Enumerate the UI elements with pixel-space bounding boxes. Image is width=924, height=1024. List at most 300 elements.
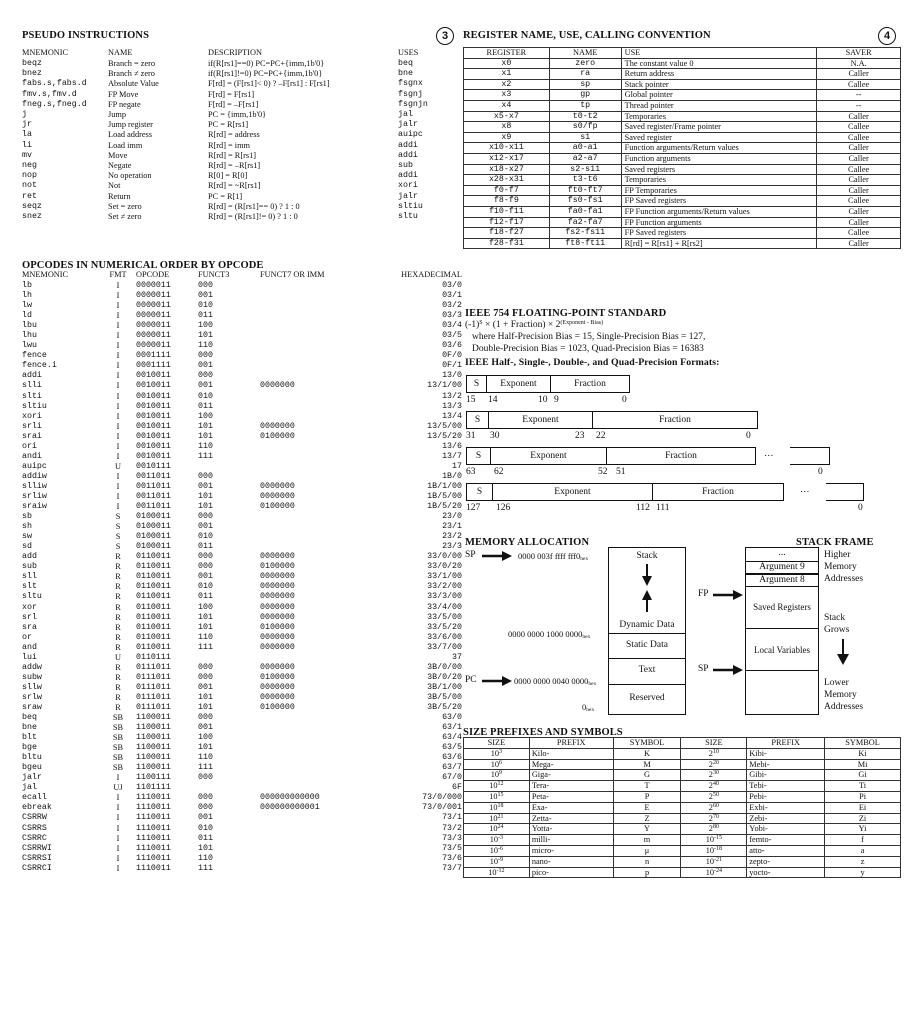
opcode-mnemonic: add <box>22 552 37 562</box>
bit-label: 112 <box>636 503 650 513</box>
heap-up-arrow-icon <box>641 590 653 612</box>
size-col-header: SIZE <box>464 738 530 749</box>
opcode-funct7 <box>260 361 346 371</box>
register-name: t3-t6 <box>549 175 621 186</box>
opcode-value: 0010011 <box>136 431 171 441</box>
pseudo-mnemonic: snez <box>22 212 42 222</box>
opcode-value: 0111011 <box>136 672 171 682</box>
opcode-funct7: 0100000 <box>260 622 295 632</box>
opcode-value: 1101111 <box>136 783 171 793</box>
frame-ellipsis: ... <box>778 548 786 558</box>
opcode-mnemonic: slt <box>22 582 37 592</box>
opcode-funct3: 111 <box>198 642 213 652</box>
opcode-fmt: S <box>115 512 121 522</box>
opcode-hex: 1B/1/00 <box>427 481 462 491</box>
table-row <box>464 175 901 186</box>
opcode-funct7 <box>260 442 346 452</box>
table-row <box>464 748 901 759</box>
opcode-mnemonic: bge <box>22 743 37 753</box>
size-prefix: Exa- <box>529 802 613 813</box>
bit-label: 0 <box>746 431 751 441</box>
opcode-fmt: R <box>115 672 121 682</box>
table-row <box>22 834 462 844</box>
opcode-funct7 <box>260 542 346 552</box>
opcode-funct3: 110 <box>198 341 213 351</box>
opcode-fmt: I <box>116 823 120 833</box>
opcode-funct7 <box>260 291 346 301</box>
table-row <box>22 773 462 783</box>
pseudo-uses: jalr <box>398 120 418 130</box>
register-id: x18-x27 <box>464 164 550 175</box>
opcode-funct3: 101 <box>198 743 213 753</box>
register-id: f18-f27 <box>464 228 550 239</box>
table-row <box>22 502 462 512</box>
register-saver: Callee <box>817 228 901 239</box>
opcode-funct7: 0100000 <box>260 672 295 682</box>
table-row <box>464 813 901 824</box>
opcode-hex: 37 <box>452 652 462 662</box>
pseudo-name: Branch ≠ zero <box>108 69 155 79</box>
table-row <box>22 763 462 773</box>
opcode-funct3: 001 <box>198 522 213 532</box>
size-exponent: 80 <box>712 824 719 831</box>
table-row <box>22 432 462 442</box>
opcode-funct3: 111 <box>198 863 213 873</box>
opcode-funct7 <box>260 773 346 783</box>
opcode-fmt: U <box>115 461 121 471</box>
opcode-fmt: S <box>115 522 121 532</box>
frame-sp-label: SP <box>698 664 709 674</box>
register-id: x2 <box>464 79 550 90</box>
size-symbol: M <box>613 759 681 770</box>
table-row <box>22 552 462 562</box>
table-row <box>22 783 462 793</box>
register-saver: Callee <box>817 164 901 175</box>
opcode-fmt: R <box>115 612 121 622</box>
pseudo-col-header: USES <box>398 47 419 57</box>
size-prefix: yocto- <box>747 867 825 878</box>
opcode-value: 1100011 <box>136 723 171 733</box>
opcode-hex: 33/0/20 <box>427 562 462 572</box>
continuation-ellipsis: … <box>800 485 810 495</box>
pseudo-uses: sub <box>398 161 413 171</box>
pseudo-uses: jal <box>398 110 413 120</box>
pseudo-header-row <box>22 47 454 59</box>
table-row <box>464 228 901 239</box>
opcode-hex: 63/6 <box>442 753 462 763</box>
opcode-value: 1100011 <box>136 743 171 753</box>
opcode-mnemonic: addi <box>22 371 42 381</box>
size-symbol: m <box>613 835 681 846</box>
opcode-fmt: I <box>116 381 120 391</box>
opcode-fmt: I <box>116 773 120 783</box>
table-row <box>22 301 462 311</box>
opcode-value: 0011011 <box>136 481 171 491</box>
opcode-funct7: 0000000 <box>260 592 295 602</box>
quad-fraction-tail <box>826 483 864 501</box>
table-row <box>22 130 454 140</box>
opcode-hex: 0F/0 <box>442 351 462 361</box>
pseudo-description: R[rd] = address <box>208 130 260 140</box>
opcode-funct7 <box>260 462 346 472</box>
opcode-value: 0010011 <box>136 451 171 461</box>
half-precision-format <box>466 375 630 393</box>
opcode-fmt: I <box>116 441 120 451</box>
opcode-mnemonic: blt <box>22 733 37 743</box>
size-decimal <box>464 867 530 878</box>
opcode-funct7: 0000000 <box>260 692 295 702</box>
size-exponent: -15 <box>714 835 723 842</box>
size-exponent: 6 <box>499 759 503 766</box>
table-row <box>22 703 462 713</box>
opcode-hex: 03/0 <box>442 281 462 290</box>
opcode-mnemonic: sltiu <box>22 401 47 411</box>
size-binary <box>681 845 747 856</box>
opcode-fmt: I <box>116 341 120 351</box>
pseudo-description: R[0] = R[0] <box>208 171 248 181</box>
pseudo-instructions-table <box>22 47 454 222</box>
opcode-fmt: R <box>115 682 121 692</box>
opcode-mnemonic: ecall <box>22 793 47 803</box>
size-exponent: 20 <box>712 759 719 766</box>
register-use: Stack pointer <box>621 79 817 90</box>
size-base: 10 <box>705 845 715 855</box>
opcode-fmt: R <box>115 632 121 642</box>
opcodes-title: OPCODES IN NUMERICAL ORDER BY OPCODE <box>22 260 264 271</box>
opcode-hex: 17 <box>452 461 462 471</box>
opcode-funct3: 101 <box>198 843 213 853</box>
opcode-funct7: 0000000 <box>260 602 295 612</box>
size-prefix: Yobi- <box>747 824 825 835</box>
opcode-mnemonic: CSRRWI <box>22 843 52 853</box>
opcode-value: 0010011 <box>136 401 171 411</box>
opcode-hex: 33/0/00 <box>427 552 462 562</box>
opcode-fmt: R <box>115 592 121 602</box>
opcode-fmt: R <box>115 622 121 632</box>
opcode-hex: 23/0 <box>442 512 462 522</box>
pseudo-name: Jump <box>108 110 126 120</box>
exponent-field: Exponent <box>493 484 653 500</box>
opcodes-table <box>22 270 462 874</box>
opcode-fmt: I <box>116 301 120 311</box>
opcode-funct7 <box>260 854 346 864</box>
opcode-mnemonic: beq <box>22 713 37 723</box>
opcode-funct3: 010 <box>198 582 213 592</box>
size-col-header: SYMBOL <box>613 738 681 749</box>
opcode-funct3: 110 <box>198 441 213 451</box>
opcode-hex: 13/2 <box>442 391 462 401</box>
table-row <box>22 79 454 89</box>
opcode-funct7: 0000000 <box>260 572 295 582</box>
opcode-funct7 <box>260 813 346 823</box>
dynamic-data-segment: Dynamic Data <box>619 620 675 630</box>
table-row <box>22 482 462 492</box>
table-row <box>22 452 462 462</box>
opcode-col-header: FUNCT7 OR IMM <box>260 270 325 280</box>
opcode-mnemonic: sltu <box>22 592 42 602</box>
size-exponent: -21 <box>714 856 723 863</box>
register-id: f12-f17 <box>464 217 550 228</box>
sign-field: S <box>467 412 489 428</box>
pseudo-description: R[rd] = R[rs1] <box>208 150 256 160</box>
pseudo-name: Negate <box>108 161 132 171</box>
opcode-fmt: I <box>116 411 120 421</box>
table-row <box>22 582 462 592</box>
opcode-hex: 3B/5/00 <box>427 692 462 702</box>
opcode-mnemonic: sh <box>22 522 32 532</box>
opcode-value: 0110011 <box>136 612 171 622</box>
table-row <box>22 69 454 79</box>
register-id: x1 <box>464 69 550 80</box>
ieee-bias-line-1: where Half-Precision Bias = 15, Single-Precision Bias = 127, <box>472 332 706 342</box>
register-name: sp <box>549 79 621 90</box>
zero-address: $0_{hex}$ <box>582 702 595 713</box>
local-variables-label: Local Variables <box>753 645 811 655</box>
opcode-funct3: 010 <box>198 391 213 401</box>
pseudo-name: FP Move <box>108 89 139 99</box>
opcode-funct3: 011 <box>198 592 213 602</box>
opcode-mnemonic: lb <box>22 281 32 290</box>
pseudo-mnemonic: not <box>22 181 37 191</box>
pseudo-mnemonic: bnez <box>22 69 42 79</box>
opcode-funct7 <box>260 824 346 834</box>
table-row <box>22 542 462 552</box>
opcode-fmt: I <box>116 803 120 813</box>
table-row <box>22 603 462 613</box>
size-exponent: 12 <box>497 781 504 788</box>
pseudo-description: R[rd] = (R[rs1]== 0) ? 1 : 0 <box>208 201 300 211</box>
size-prefix: Mebi- <box>747 759 825 770</box>
register-use: Thread pointer <box>621 100 817 111</box>
fraction-field: Fraction <box>702 487 734 497</box>
pseudo-description: PC = R[1] <box>208 191 243 201</box>
pseudo-description: PC = {imm,1b'0} <box>208 110 267 120</box>
opcode-hex: 73/0/001 <box>422 803 462 813</box>
stack-grows-down-arrow-icon <box>836 639 850 665</box>
opcode-mnemonic: sraw <box>22 702 42 712</box>
opcode-funct7 <box>260 351 346 361</box>
opcode-funct3: 110 <box>198 853 213 863</box>
opcode-value: 1110011 <box>136 793 171 803</box>
table-row <box>22 743 462 753</box>
opcode-funct7 <box>260 301 346 311</box>
higher-memory-label-2: Memory <box>824 562 857 572</box>
opcode-funct3: 100 <box>198 602 213 612</box>
table-row <box>464 770 901 781</box>
opcode-funct3: 001 <box>198 381 213 391</box>
opcode-funct3: 000 <box>198 793 213 803</box>
size-prefix: micro- <box>529 845 613 856</box>
size-prefix: pico- <box>529 867 613 878</box>
register-use: Saved registers <box>621 164 817 175</box>
opcode-funct3: 100 <box>198 321 213 331</box>
opcode-funct3: 110 <box>198 753 213 763</box>
opcode-funct7: 000000000001 <box>260 803 320 813</box>
opcode-funct7 <box>260 311 346 321</box>
opcode-hex: 13/5/00 <box>427 421 462 431</box>
opcode-fmt: R <box>115 662 121 672</box>
double-fraction-tail <box>790 447 830 465</box>
table-row <box>464 759 901 770</box>
bit-label: 15 <box>466 395 476 405</box>
table-row <box>464 802 901 813</box>
opcode-funct3: 001 <box>198 291 213 301</box>
table-row <box>22 854 462 864</box>
table-row <box>22 381 462 391</box>
size-symbol: Gi <box>825 770 901 781</box>
opcode-funct3: 000 <box>198 371 213 381</box>
size-exponent: -3 <box>498 835 504 842</box>
table-row <box>22 713 462 723</box>
opcode-funct7: 0000000 <box>260 612 295 622</box>
opcode-hex: 33/5/20 <box>427 622 462 632</box>
opcode-funct3 <box>198 783 260 793</box>
opcode-value: 1100011 <box>136 753 171 763</box>
sizes-header-row <box>464 738 901 749</box>
opcode-mnemonic: fence.i <box>22 361 57 371</box>
pseudo-description: R[rd] = imm <box>208 140 251 150</box>
size-base: 10 <box>489 791 498 801</box>
register-id: x3 <box>464 90 550 101</box>
opcode-hex: 63/0 <box>442 713 462 723</box>
table-row <box>464 856 901 867</box>
size-symbol: Ei <box>825 802 901 813</box>
table-row <box>464 196 901 207</box>
argument-8-label: Argument 8 <box>759 575 805 585</box>
opcode-funct7 <box>260 753 346 763</box>
register-id: x0 <box>464 58 550 69</box>
opcode-mnemonic: srai <box>22 431 42 441</box>
opcode-hex: 33/7/00 <box>427 642 462 652</box>
sign-field: S <box>467 484 493 500</box>
bit-label: 30 <box>490 431 500 441</box>
opcode-funct3: 000 <box>198 471 213 481</box>
table-row <box>464 111 901 122</box>
opcode-mnemonic: lw <box>22 301 32 311</box>
size-col-header: PREFIX <box>747 738 825 749</box>
registers-title: REGISTER NAME, USE, CALLING CONVENTION <box>463 30 711 41</box>
opcode-fmt: I <box>116 311 120 321</box>
size-symbol: z <box>825 856 901 867</box>
opcode-value: 0111011 <box>136 682 171 692</box>
pseudo-uses: xori <box>398 181 418 191</box>
pseudo-description: F[rd] = (F[rs1]< 0) ? –F[rs1] : F[rs1] <box>208 79 330 89</box>
table-row <box>22 683 462 693</box>
size-prefix: Peta- <box>529 791 613 802</box>
size-exponent: 50 <box>712 791 719 798</box>
table-row <box>464 90 901 101</box>
size-exponent: 70 <box>712 813 719 820</box>
continuation-ellipsis: … <box>764 449 774 459</box>
opcode-fmt: I <box>116 502 120 512</box>
size-prefix: zepto- <box>747 856 825 867</box>
pseudo-mnemonic: beqz <box>22 59 42 68</box>
table-row <box>464 100 901 111</box>
register-use: Function arguments/Return values <box>621 143 817 154</box>
opcode-hex: 3B/1/00 <box>427 682 462 692</box>
register-name: a2-a7 <box>549 153 621 164</box>
opcode-funct3: 100 <box>198 411 213 421</box>
opcode-col-header: FUNCT3 <box>198 270 230 280</box>
size-symbol: Yi <box>825 824 901 835</box>
opcode-hex: 13/7 <box>442 451 462 461</box>
size-base: 2 <box>708 781 713 791</box>
opcode-mnemonic: srliw <box>22 491 47 501</box>
register-name: t0-t2 <box>549 111 621 122</box>
opcode-fmt: I <box>116 863 120 873</box>
opcode-fmt: S <box>115 542 121 552</box>
pseudo-mnemonic: neg <box>22 161 37 171</box>
opcode-mnemonic: addiw <box>22 471 47 481</box>
opcode-mnemonic: ebreak <box>22 803 52 813</box>
opcode-funct3 <box>198 653 260 663</box>
opcode-value: 0110011 <box>136 592 171 602</box>
table-row <box>22 141 454 151</box>
opcode-value: 0111011 <box>136 692 171 702</box>
table-row <box>22 341 462 351</box>
size-col-header: PREFIX <box>529 738 613 749</box>
register-id: f8-f9 <box>464 196 550 207</box>
opcode-hex: 73/0/000 <box>422 793 462 803</box>
opcode-value: 0000011 <box>136 301 171 311</box>
stack-down-arrow-icon <box>641 564 653 586</box>
size-exponent: 9 <box>499 770 503 777</box>
size-exponent: 10 <box>712 748 719 755</box>
opcode-value: 0100011 <box>136 522 171 532</box>
size-prefix: Gibi- <box>747 770 825 781</box>
bit-label: 23 <box>575 431 585 441</box>
opcode-mnemonic: sw <box>22 532 32 542</box>
opcode-hex: 33/1/00 <box>427 572 462 582</box>
opcode-hex: 63/7 <box>442 763 462 773</box>
opcode-fmt: SB <box>112 713 124 723</box>
table-row <box>22 733 462 743</box>
opcode-funct3: 011 <box>198 401 213 411</box>
size-exponent: -24 <box>714 867 723 874</box>
opcode-funct7 <box>260 452 346 462</box>
table-row <box>22 100 454 110</box>
size-decimal <box>464 770 530 781</box>
register-id: x5-x7 <box>464 111 550 122</box>
opcode-fmt: I <box>116 291 120 301</box>
registers-header-row <box>464 48 901 59</box>
size-decimal <box>464 835 530 846</box>
opcode-funct3: 010 <box>198 823 213 833</box>
size-symbol: Z <box>613 813 681 824</box>
opcode-value: 0010011 <box>136 391 171 401</box>
table-row <box>22 512 462 522</box>
pc-arrow-icon <box>482 676 512 686</box>
opcode-mnemonic: sb <box>22 512 32 522</box>
opcode-funct7 <box>260 713 346 723</box>
size-base: 10 <box>490 759 500 769</box>
argument-9-label: Argument 9 <box>759 562 805 572</box>
opcode-funct7: 0100000 <box>260 702 295 712</box>
size-binary <box>681 770 747 781</box>
opcode-funct7 <box>260 532 346 542</box>
register-saver: Caller <box>817 185 901 196</box>
register-use: FP Function arguments <box>621 217 817 228</box>
opcode-funct3: 101 <box>198 622 213 632</box>
register-name: gp <box>549 90 621 101</box>
opcode-funct3: 000 <box>198 552 213 562</box>
opcode-funct3: 101 <box>198 331 213 341</box>
table-row <box>22 202 454 212</box>
opcode-funct7 <box>260 864 346 874</box>
register-use: Saved register/Frame pointer <box>621 122 817 133</box>
size-symbol: f <box>825 835 901 846</box>
size-exponent: 18 <box>497 802 504 809</box>
